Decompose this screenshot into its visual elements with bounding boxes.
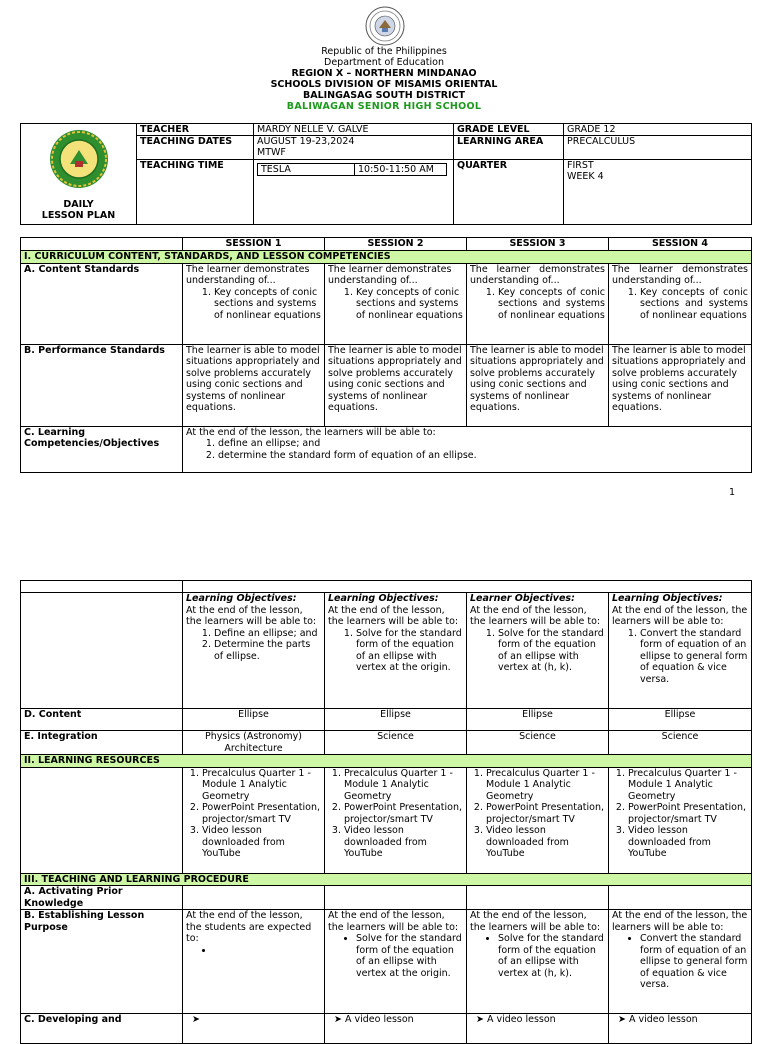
objectives-intro: At the end of the lesson, the learners will be able to: <box>186 604 317 627</box>
content-standards-intro: The learner demonstrates understanding of... <box>470 263 605 286</box>
activating-s1 <box>183 886 325 910</box>
blank-header <box>21 238 183 251</box>
content-standards-s2 <box>325 263 467 344</box>
purpose-s2 <box>325 910 467 1014</box>
agency-line-1: Republic of the Philippines <box>321 46 447 57</box>
developing-s1 <box>183 1014 325 1044</box>
resource-item: 1. Precalculus Quarter 1 - Module 1 Analytic Geometry <box>344 768 463 803</box>
competencies-value <box>183 426 752 472</box>
school-name: BALIWAGAN SENIOR HIGH SCHOOL <box>286 101 482 112</box>
arrow-bullet-icon: ➤ <box>618 1014 626 1025</box>
integration-s2: Science <box>325 731 467 755</box>
developing-s3 <box>467 1014 609 1044</box>
resource-item: 1. Precalculus Quarter 1 - Module 1 Analytic Geometry <box>202 768 321 803</box>
purpose-s4 <box>609 910 752 1014</box>
teaching-time-value <box>254 160 454 225</box>
objectives-title: Learner Objectives: <box>470 593 575 604</box>
activating-s4 <box>609 886 752 910</box>
purpose-item: • Solve for the standard form of the equation of an ellipse with vertex at (h, k). <box>498 933 605 979</box>
resources-s3 <box>467 767 609 873</box>
content-standards-s4 <box>609 263 752 344</box>
section-1-heading: I. CURRICULUM CONTENT, STANDARDS, AND LESSON COMPETENCIES <box>21 251 752 264</box>
purpose-intro: At the end of the lesson, the students are expected to: <box>186 910 312 944</box>
objectives-intro: At the end of the lesson, the learners will be able to: <box>328 604 459 627</box>
teaching-dates-line: AUGUST 19-23,2024 <box>257 136 355 147</box>
resource-item: 3. Video lesson downloaded from YouTube <box>628 825 748 860</box>
resource-item: 2. PowerPoint Presentation, projector/smart TV <box>628 802 748 825</box>
performance-standards-label: B. Performance Standards <box>21 344 183 426</box>
grade-level-value: GRADE 12 <box>564 124 752 136</box>
section-3-heading: III. TEACHING AND LEARNING PROCEDURE <box>21 873 752 886</box>
competency-item: 1. define an ellipse; and <box>218 438 748 450</box>
region-line: REGION X – NORTHERN MINDANAO <box>291 68 477 79</box>
objectives-s1 <box>183 593 325 709</box>
objectives-title: Learning Objectives: <box>328 593 439 604</box>
info-table <box>20 123 752 225</box>
purpose-s3 <box>467 910 609 1014</box>
content-s4: Ellipse <box>609 709 752 731</box>
objectives-s4 <box>609 593 752 709</box>
integration-s3: Science <box>467 731 609 755</box>
objective-item: 1. Define an ellipse; and <box>214 628 321 640</box>
purpose-intro: At the end of the lesson, the learners will be able to: <box>612 910 748 933</box>
blank-cell <box>183 581 752 593</box>
resources-s1 <box>183 767 325 873</box>
division-line: SCHOOLS DIVISION OF MISAMIS ORIENTAL <box>270 79 498 90</box>
grade-level-label: GRADE LEVEL <box>454 124 564 136</box>
objective-item: 1. Solve for the standard form of the equation of an ellipse with vertex at (h, k). <box>498 628 605 674</box>
developing-text: A video lesson <box>345 1014 414 1025</box>
section-2-heading: II. LEARNING RESOURCES <box>21 755 752 768</box>
section-name: TESLA <box>258 164 355 176</box>
teaching-time-table <box>257 163 447 176</box>
school-logo-icon <box>48 128 110 190</box>
performance-standards-s1: The learner is able to model situations appropriately and solve problems accurately using conic sections and systems of nonlinear equations. <box>183 344 325 426</box>
objectives-title: Learning Objectives: <box>186 593 297 604</box>
content-standards-item: 1. Key concepts of conic sections and systems of nonlinear equations <box>640 287 748 322</box>
activating-s3 <box>467 886 609 910</box>
competency-item: 2. determine the standard form of equation of an ellipse. <box>218 450 748 462</box>
teacher-label: TEACHER <box>137 124 254 136</box>
agency-block <box>0 46 768 112</box>
performance-standards-s3: The learner is able to model situations appropriately and solve problems accurately using conic sections and systems of nonlinear equations. <box>467 344 609 426</box>
content-s2: Ellipse <box>325 709 467 731</box>
section-time: 10:50-11:50 AM <box>355 164 447 176</box>
teaching-days-line: MTWF <box>257 147 286 158</box>
quarter-line: FIRST <box>567 160 594 171</box>
teaching-dates-label: TEACHING DATES <box>137 136 254 160</box>
deped-seal-icon <box>365 6 405 46</box>
developing-s2 <box>325 1014 467 1044</box>
content-standards-item: 1. Key concepts of conic sections and systems of nonlinear equations <box>214 287 321 322</box>
page-number: 1 <box>728 487 735 498</box>
objectives-title: Learning Objectives: <box>612 593 723 604</box>
activating-s2 <box>325 886 467 910</box>
teacher-value: MARDY NELLE V. GALVE <box>254 124 454 136</box>
integration-label: E. Integration <box>21 731 183 755</box>
integration-s4: Science <box>609 731 752 755</box>
school-logo-cell <box>21 124 137 225</box>
resource-item: 2. PowerPoint Presentation, projector/smart TV <box>202 802 321 825</box>
agency-line-2: Department of Education <box>324 57 444 68</box>
objectives-intro: At the end of the lesson, the learners will be able to: <box>612 604 748 627</box>
session-4-header: SESSION 4 <box>609 238 752 251</box>
sessions-table <box>20 237 752 473</box>
resources-s2 <box>325 767 467 873</box>
competencies-label: C. Learning Competencies/Objectives <box>21 426 183 472</box>
resources-s4 <box>609 767 752 873</box>
learning-area-value: PRECALCULUS <box>564 136 752 160</box>
developing-text: A video lesson <box>487 1014 556 1025</box>
teaching-time-label: TEACHING TIME <box>137 160 254 225</box>
content-standards-intro: The learner demonstrates understanding of... <box>612 263 748 286</box>
week-line: WEEK 4 <box>567 171 604 182</box>
arrow-bullet-icon: ➤ <box>192 1014 200 1025</box>
purpose-item: • Convert the standard form of equation of an ellipse to general form of equation & vice versa. <box>640 933 748 991</box>
district-line: BALINGASAG SOUTH DISTRICT <box>303 90 465 101</box>
resource-item: 1. Precalculus Quarter 1 - Module 1 Analytic Geometry <box>486 768 605 803</box>
resource-item: 3. Video lesson downloaded from YouTube <box>344 825 463 860</box>
doc-title-line-1: DAILY <box>63 199 94 210</box>
arrow-bullet-icon: ➤ <box>476 1014 484 1025</box>
objectives-s2 <box>325 593 467 709</box>
developing-text: A video lesson <box>629 1014 698 1025</box>
content-standards-s3 <box>467 263 609 344</box>
content-standards-item: 1. Key concepts of conic sections and systems of nonlinear equations <box>498 287 605 322</box>
quarter-label: QUARTER <box>454 160 564 225</box>
teaching-dates-value <box>254 136 454 160</box>
blank-cell <box>21 581 183 593</box>
purpose-intro: At the end of the lesson, the learners will be able to: <box>470 910 601 933</box>
learning-area-label: LEARNING AREA <box>454 136 564 160</box>
resource-item: 3. Video lesson downloaded from YouTube <box>202 825 321 860</box>
objective-item: 1. Solve for the standard form of the equation of an ellipse with vertex at the origin. <box>356 628 463 674</box>
objectives-label-cell <box>21 593 183 709</box>
objective-item: 1. Convert the standard form of equation of an ellipse to general form of equation & vice versa. <box>640 628 748 686</box>
objective-item: 2. Determine the parts of ellipse. <box>214 639 321 662</box>
objectives-s3 <box>467 593 609 709</box>
purpose-s1 <box>183 910 325 1014</box>
content-s3: Ellipse <box>467 709 609 731</box>
resources-label-cell <box>21 767 183 873</box>
resource-item: 3. Video lesson downloaded from YouTube <box>486 825 605 860</box>
activating-label: A. Activating Prior Knowledge <box>21 886 183 910</box>
doc-title-line-2: LESSON PLAN <box>41 210 116 221</box>
content-label: D. Content <box>21 709 183 731</box>
content-standards-item: 1. Key concepts of conic sections and systems of nonlinear equations <box>356 287 463 322</box>
resource-item: 2. PowerPoint Presentation, projector/smart TV <box>344 802 463 825</box>
session-2-header: SESSION 2 <box>325 238 467 251</box>
purpose-item: • Solve for the standard form of the equation of an ellipse with vertex at the origin. <box>356 933 463 979</box>
purpose-label: B. Establishing Lesson Purpose <box>21 910 183 1014</box>
resource-item: 1. Precalculus Quarter 1 - Module 1 Analytic Geometry <box>628 768 748 803</box>
procedures-table <box>20 580 752 1044</box>
developing-s4 <box>609 1014 752 1044</box>
content-s1: Ellipse <box>183 709 325 731</box>
performance-standards-s4: The learner is able to model situations appropriately and solve problems accurately using conic sections and systems of nonlinear equations. <box>609 344 752 426</box>
purpose-intro: At the end of the lesson, the learners will be able to: <box>328 910 459 933</box>
objectives-intro: At the end of the lesson, the learners will be able to: <box>470 604 601 627</box>
integration-s1: Physics (Astronomy) Architecture <box>183 731 325 755</box>
content-standards-intro: The learner demonstrates understanding of... <box>186 263 310 286</box>
document-header <box>0 0 768 520</box>
competencies-intro: At the end of the lesson, the learners will be able to: <box>186 426 436 438</box>
session-1-header: SESSION 1 <box>183 238 325 251</box>
content-standards-label: A. Content Standards <box>21 263 183 344</box>
arrow-bullet-icon: ➤ <box>334 1014 342 1025</box>
developing-label: C. Developing and <box>21 1014 183 1044</box>
content-standards-intro: The learner demonstrates understanding of... <box>328 263 452 286</box>
session-3-header: SESSION 3 <box>467 238 609 251</box>
resource-item: 2. PowerPoint Presentation, projector/smart TV <box>486 802 605 825</box>
quarter-value <box>564 160 752 225</box>
purpose-item <box>214 945 321 957</box>
performance-standards-s2: The learner is able to model situations appropriately and solve problems accurately using conic sections and systems of nonlinear equations. <box>325 344 467 426</box>
content-standards-s1 <box>183 263 325 344</box>
